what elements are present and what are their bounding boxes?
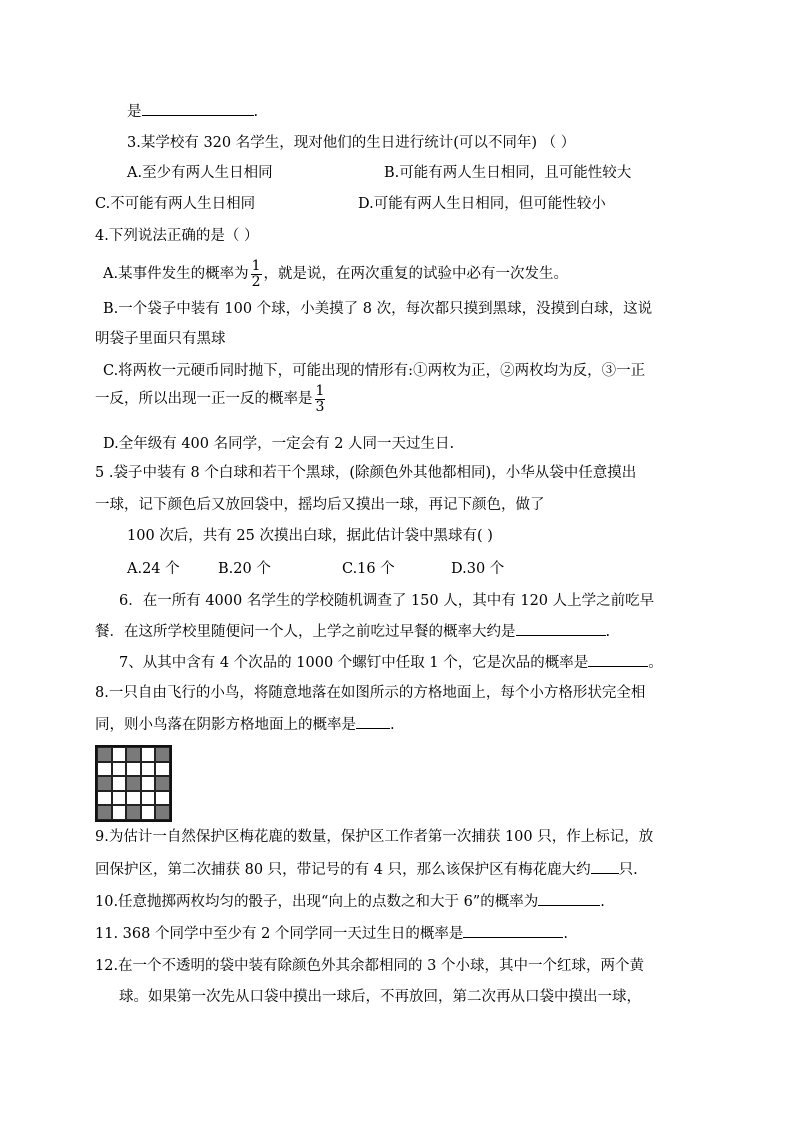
shaded-grid-figure bbox=[95, 745, 172, 822]
grid-cell-shaded bbox=[97, 747, 112, 762]
grid-cell bbox=[97, 762, 112, 777]
grid-cell bbox=[155, 791, 170, 806]
q7-blank[interactable] bbox=[588, 652, 648, 667]
q8-line2 bbox=[95, 714, 395, 735]
grid-cell bbox=[155, 762, 170, 777]
q11-end: . bbox=[563, 926, 569, 942]
q6-line1: 6．在一所有 4000 名学生的学校随机调查了 150 人，其中有 120 人上学之前吃早 bbox=[119, 593, 655, 609]
q11-line bbox=[95, 923, 568, 944]
q6-text: 餐．在这所学校里随便问一个人，上学之前吃过早餐的概率大约是 bbox=[95, 624, 516, 640]
q4-a-pre: A.某事件发生的概率为 bbox=[103, 266, 249, 282]
grid-cell bbox=[141, 762, 156, 777]
q6-blank[interactable] bbox=[516, 621, 606, 636]
q4-c-num: 1 bbox=[315, 382, 325, 399]
q5-option-d: D.30 个 bbox=[451, 561, 505, 577]
grid-cell bbox=[126, 791, 141, 806]
q2-blank[interactable] bbox=[142, 101, 254, 116]
q8-line1: 8.一只自由飞行的小鸟，将随意地落在如图所示的方格地面上，每个小方格形状完全相 bbox=[95, 685, 646, 701]
q3-option-b: B.可能有两人生日相同，且可能性较大 bbox=[384, 165, 632, 181]
grid-cell bbox=[126, 762, 141, 777]
q4-a-den: 2 bbox=[251, 273, 261, 290]
q2-text: 是 bbox=[127, 104, 142, 120]
q5-line2: 一球，记下颜色后又放回袋中，摇均后又摸出一球，再记下颜色，做了 bbox=[95, 497, 545, 513]
q9-line1: 9.为估计一自然保护区梅花鹿的数量，保护区工作者第一次捕获 100 只，作上标记，放 bbox=[95, 829, 654, 845]
q10-line bbox=[95, 891, 605, 912]
q12-line1: 12.在一个不透明的袋中装有除颜色外其余都相同的 3 个小球，其中一个红球，两个黄 bbox=[95, 958, 645, 974]
q4-option-b-line1: B.一个袋子中装有 100 个球，小美摸了 8 次，每次都只摸到黑球，没摸到白球，这说 bbox=[103, 301, 653, 317]
q3-stem: 3.某学校有 320 名学生，现对他们的生日进行统计(可以不同年) （ ） bbox=[127, 135, 576, 151]
grid-cell bbox=[112, 791, 127, 806]
grid-cell-shaded bbox=[126, 747, 141, 762]
q9-end: 只. bbox=[618, 862, 638, 878]
q7-end: 。 bbox=[648, 655, 663, 671]
q8-end: . bbox=[390, 717, 395, 733]
grid-cell bbox=[141, 776, 156, 791]
grid-cell-shaded bbox=[126, 805, 141, 820]
grid-cell-shaded bbox=[155, 805, 170, 820]
q3-option-d: D.可能有两人生日相同，但可能性较小 bbox=[358, 196, 606, 212]
grid-cell bbox=[112, 776, 127, 791]
q5-option-c: C.16 个 bbox=[342, 561, 395, 577]
grid-cell-shaded bbox=[155, 776, 170, 791]
q4-a-num: 1 bbox=[251, 257, 261, 274]
q5-line3: 100 次后，共有 25 次摸出白球，据此估计袋中黑球有( ) bbox=[127, 528, 493, 544]
q4-stem: 4.下列说法正确的是（ ） bbox=[95, 228, 259, 244]
q4-option-c-line1: C.将两枚一元硬币同时抛下，可能出现的情形有:①两枚为正，②两枚均为反，③一正 bbox=[103, 363, 646, 379]
q9-text: 回保护区，第二次捕获 80 只，带记号的有 4 只，那么该保护区有梅花鹿大约 bbox=[95, 862, 591, 878]
grid-cell-shaded bbox=[97, 776, 112, 791]
q3-option-c: C.不可能有两人生日相同 bbox=[95, 196, 256, 212]
grid-cell bbox=[112, 762, 127, 777]
grid-cell bbox=[112, 747, 127, 762]
q2-end: . bbox=[253, 104, 259, 120]
q4-a-post: ，就是说，在两次重复的试验中必有一次发生。 bbox=[263, 266, 569, 282]
q4-a-fraction bbox=[251, 259, 262, 290]
q5-line1: 5 .袋子中装有 8 个白球和若干个黑球，(除颜色外其他都相同)，小华从袋中任意摸出 bbox=[95, 465, 637, 481]
q4-c-fraction bbox=[315, 384, 326, 415]
grid-cell bbox=[97, 791, 112, 806]
q4-c-pre: 一反，所以出现一正一反的概率是 bbox=[95, 391, 313, 407]
q7-line bbox=[119, 652, 663, 673]
q4-option-c-line2 bbox=[95, 382, 327, 416]
q8-text: 同，则小鸟落在阴影方格地面上的概率是 bbox=[95, 717, 356, 733]
q4-c-den: 3 bbox=[315, 398, 325, 415]
q11-text: 11. 368 个同学中至少有 2 个同学同一天过生日的概率是 bbox=[95, 926, 464, 942]
q8-blank[interactable] bbox=[356, 714, 390, 729]
q6-line2 bbox=[95, 621, 610, 642]
q11-blank[interactable] bbox=[463, 923, 563, 938]
grid-cell bbox=[112, 805, 127, 820]
q4-option-d: D.全年级有 400 名同学，一定会有 2 人同一天过生日. bbox=[103, 436, 455, 452]
q4-option-a bbox=[103, 257, 568, 291]
q3-option-a: A.至少有两人生日相同 bbox=[127, 165, 273, 181]
grid-cell-shaded bbox=[97, 805, 112, 820]
grid-cell-shaded bbox=[155, 747, 170, 762]
grid-cell bbox=[141, 805, 156, 820]
grid-cell bbox=[141, 747, 156, 762]
q7-text: 7、从其中含有 4 个次品的 1000 个螺钉中任取 1 个，它是次品的概率是 bbox=[119, 655, 589, 671]
q2-answer-line bbox=[127, 101, 258, 122]
q5-option-b: B.20 个 bbox=[218, 561, 271, 577]
q10-text: 10.任意抛掷两枚均匀的骰子，出现“向上的点数之和大于 6”的概率为 bbox=[95, 894, 539, 910]
grid-cell-shaded bbox=[126, 776, 141, 791]
q9-blank[interactable] bbox=[591, 859, 619, 874]
q9-line2 bbox=[95, 859, 638, 880]
q5-option-a: A.24 个 bbox=[127, 561, 180, 577]
q4-option-b-line2: 明袋子里面只有黑球 bbox=[95, 331, 226, 347]
q12-line2: 球。如果第一次先从口袋中摸出一球后，不再放回，第二次再从口袋中摸出一球， bbox=[119, 989, 641, 1005]
q10-blank[interactable] bbox=[538, 891, 600, 906]
grid-cell bbox=[141, 791, 156, 806]
q6-end: . bbox=[605, 624, 611, 640]
q10-end: . bbox=[600, 894, 605, 910]
